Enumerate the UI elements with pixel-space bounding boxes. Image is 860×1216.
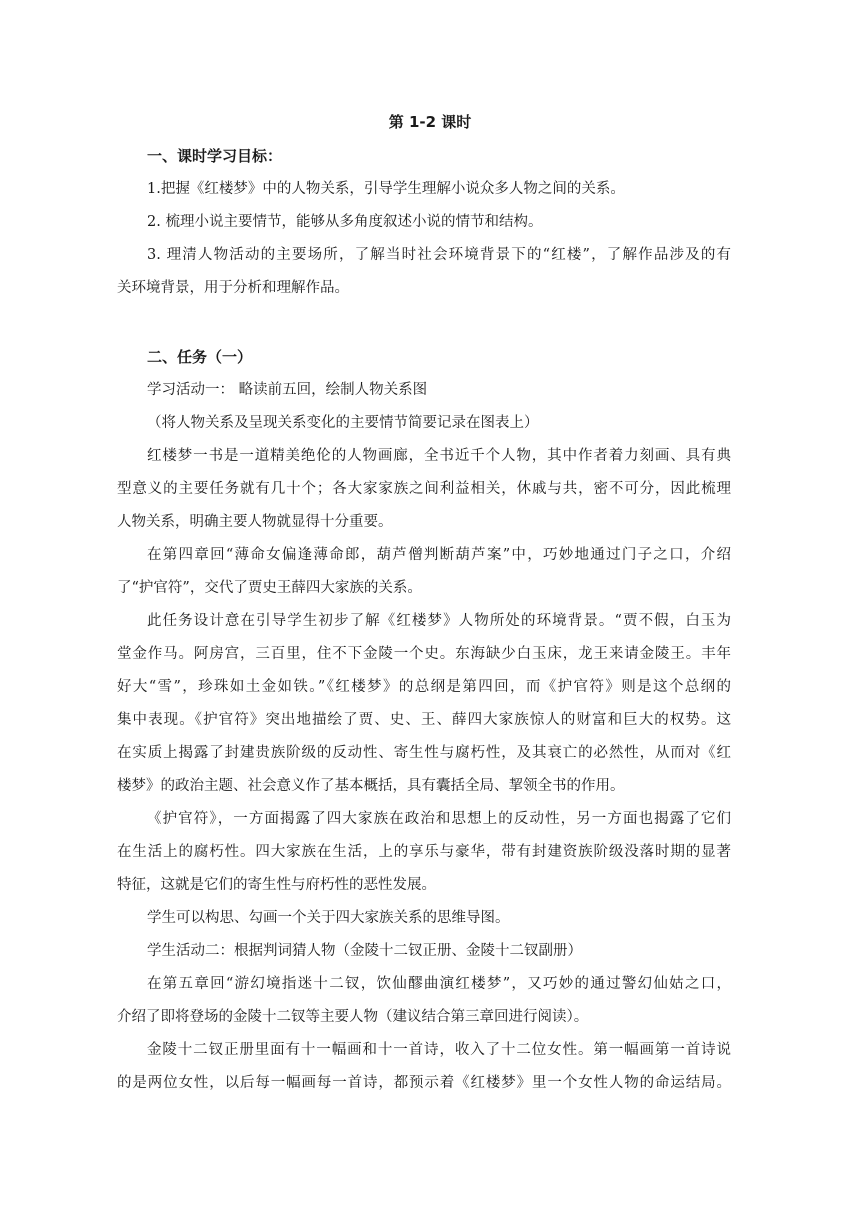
objective-item-3-line-2: 关环境背景，用于分析和理解作品。	[117, 280, 349, 296]
section-heading-task: 二、任务（一）	[147, 348, 253, 366]
paragraph-1-line-1: 红楼梦一书是一道精美绝伦的人物画廊，全书近千个人物，其中作者着力刻画、具有典	[147, 448, 731, 464]
activity-2-title: 学生活动二：根据判词猜人物（金陵十二钗正册、金陵十二钗副册）	[147, 943, 582, 959]
paragraph-1-line-3: 人物关系，明确主要人物就显得十分重要。	[117, 514, 393, 530]
paragraph-2-line-1: 在第四章回“薄命女偏逢薄命郎，葫芦僧判断葫芦案”中，巧妙地通过门子之口，介绍	[147, 547, 731, 563]
paragraph-7-line-1: 金陵十二钗正册里面有十一幅画和十一首诗，收入了十二位女性。第一幅画第一首诗说	[147, 1042, 731, 1058]
objective-item-3-line-1: 3. 理清人物活动的主要场所，了解当时社会环境背景下的“红楼”，了解作品涉及的有	[147, 247, 731, 263]
paragraph-3-line-3: 好大“雪”，珍珠如土金如铁。”《红楼梦》的总纲是第四回，而《护官符》则是这个总纲的	[117, 679, 731, 695]
paragraph-4-line-3: 特征，这就是它们的寄生性与府朽性的恶性发展。	[117, 877, 436, 893]
section-heading-objectives: 一、课时学习目标：	[147, 147, 283, 165]
objective-item-2: 2. 梳理小说主要情节，能够从多角度叙述小说的情节和结构。	[147, 214, 543, 230]
activity-1-title: 学习活动一： 略读前五回，绘制人物关系图	[147, 382, 428, 398]
paragraph-6-line-2: 介绍了即将登场的金陵十二钗等主要人物（建议结合第三章回进行阅读）。	[117, 1009, 589, 1025]
paragraph-1-line-2: 型意义的主要任务就有几十个；各大家家族之间利益相关，休戚与共，密不可分，因此梳理	[117, 481, 731, 497]
paragraph-3-line-6: 楼梦》的政治主题、社会意义作了基本概括，具有囊括全局、挈领全书的作用。	[117, 778, 625, 794]
paragraph-3-line-2: 堂金作马。阿房宫，三百里，住不下金陵一个史。东海缺少白玉床，龙王来请金陵王。丰年	[117, 646, 731, 662]
paragraph-4-line-1: 《护官符》，一方面揭露了四大家族在政治和思想上的反动性，另一方面也揭露了它们	[147, 811, 731, 827]
paragraph-3-line-1: 此任务设计意在引导学生初步了解《红楼梦》人物所处的环境背景。“贾不假，白玉为	[147, 613, 731, 629]
paragraph-3-line-5: 在实质上揭露了封建贵族阶级的反动性、寄生性与腐朽性，及其衰亡的必然性，从而对《红	[117, 745, 731, 761]
paragraph-7-line-2: 的是两位女性，以后每一幅画每一首诗，都预示着《红楼梦》里一个女性人物的命运结局。	[117, 1075, 731, 1091]
paragraph-5: 学生可以构思、勾画一个关于四大家族关系的思维导图。	[147, 910, 510, 926]
objective-item-1: 1.把握《红楼梦》中的人物关系，引导学生理解小说众多人物之间的关系。	[147, 181, 625, 197]
paragraph-3-line-4: 集中表现。《护官符》突出地描绘了贾、史、王、薛四大家族惊人的财富和巨大的权势。这	[117, 712, 731, 728]
paragraph-6-line-1: 在第五章回“游幻境指迷十二钗，饮仙醪曲演红楼梦”，又巧妙的通过警幻仙姑之口，	[147, 976, 731, 992]
activity-1-note: （将人物关系及呈现关系变化的主要情节简要记录在图表上）	[147, 415, 539, 431]
paragraph-4-line-2: 在生活上的腐朽性。四大家族在生活，上的享乐与豪华，带有封建资族阶级没落时期的显著	[117, 844, 731, 860]
paragraph-2-line-2: 了“护官符”，交代了贾史王薛四大家族的关系。	[117, 580, 422, 596]
page-title: 第 1-2 课时	[388, 113, 472, 131]
